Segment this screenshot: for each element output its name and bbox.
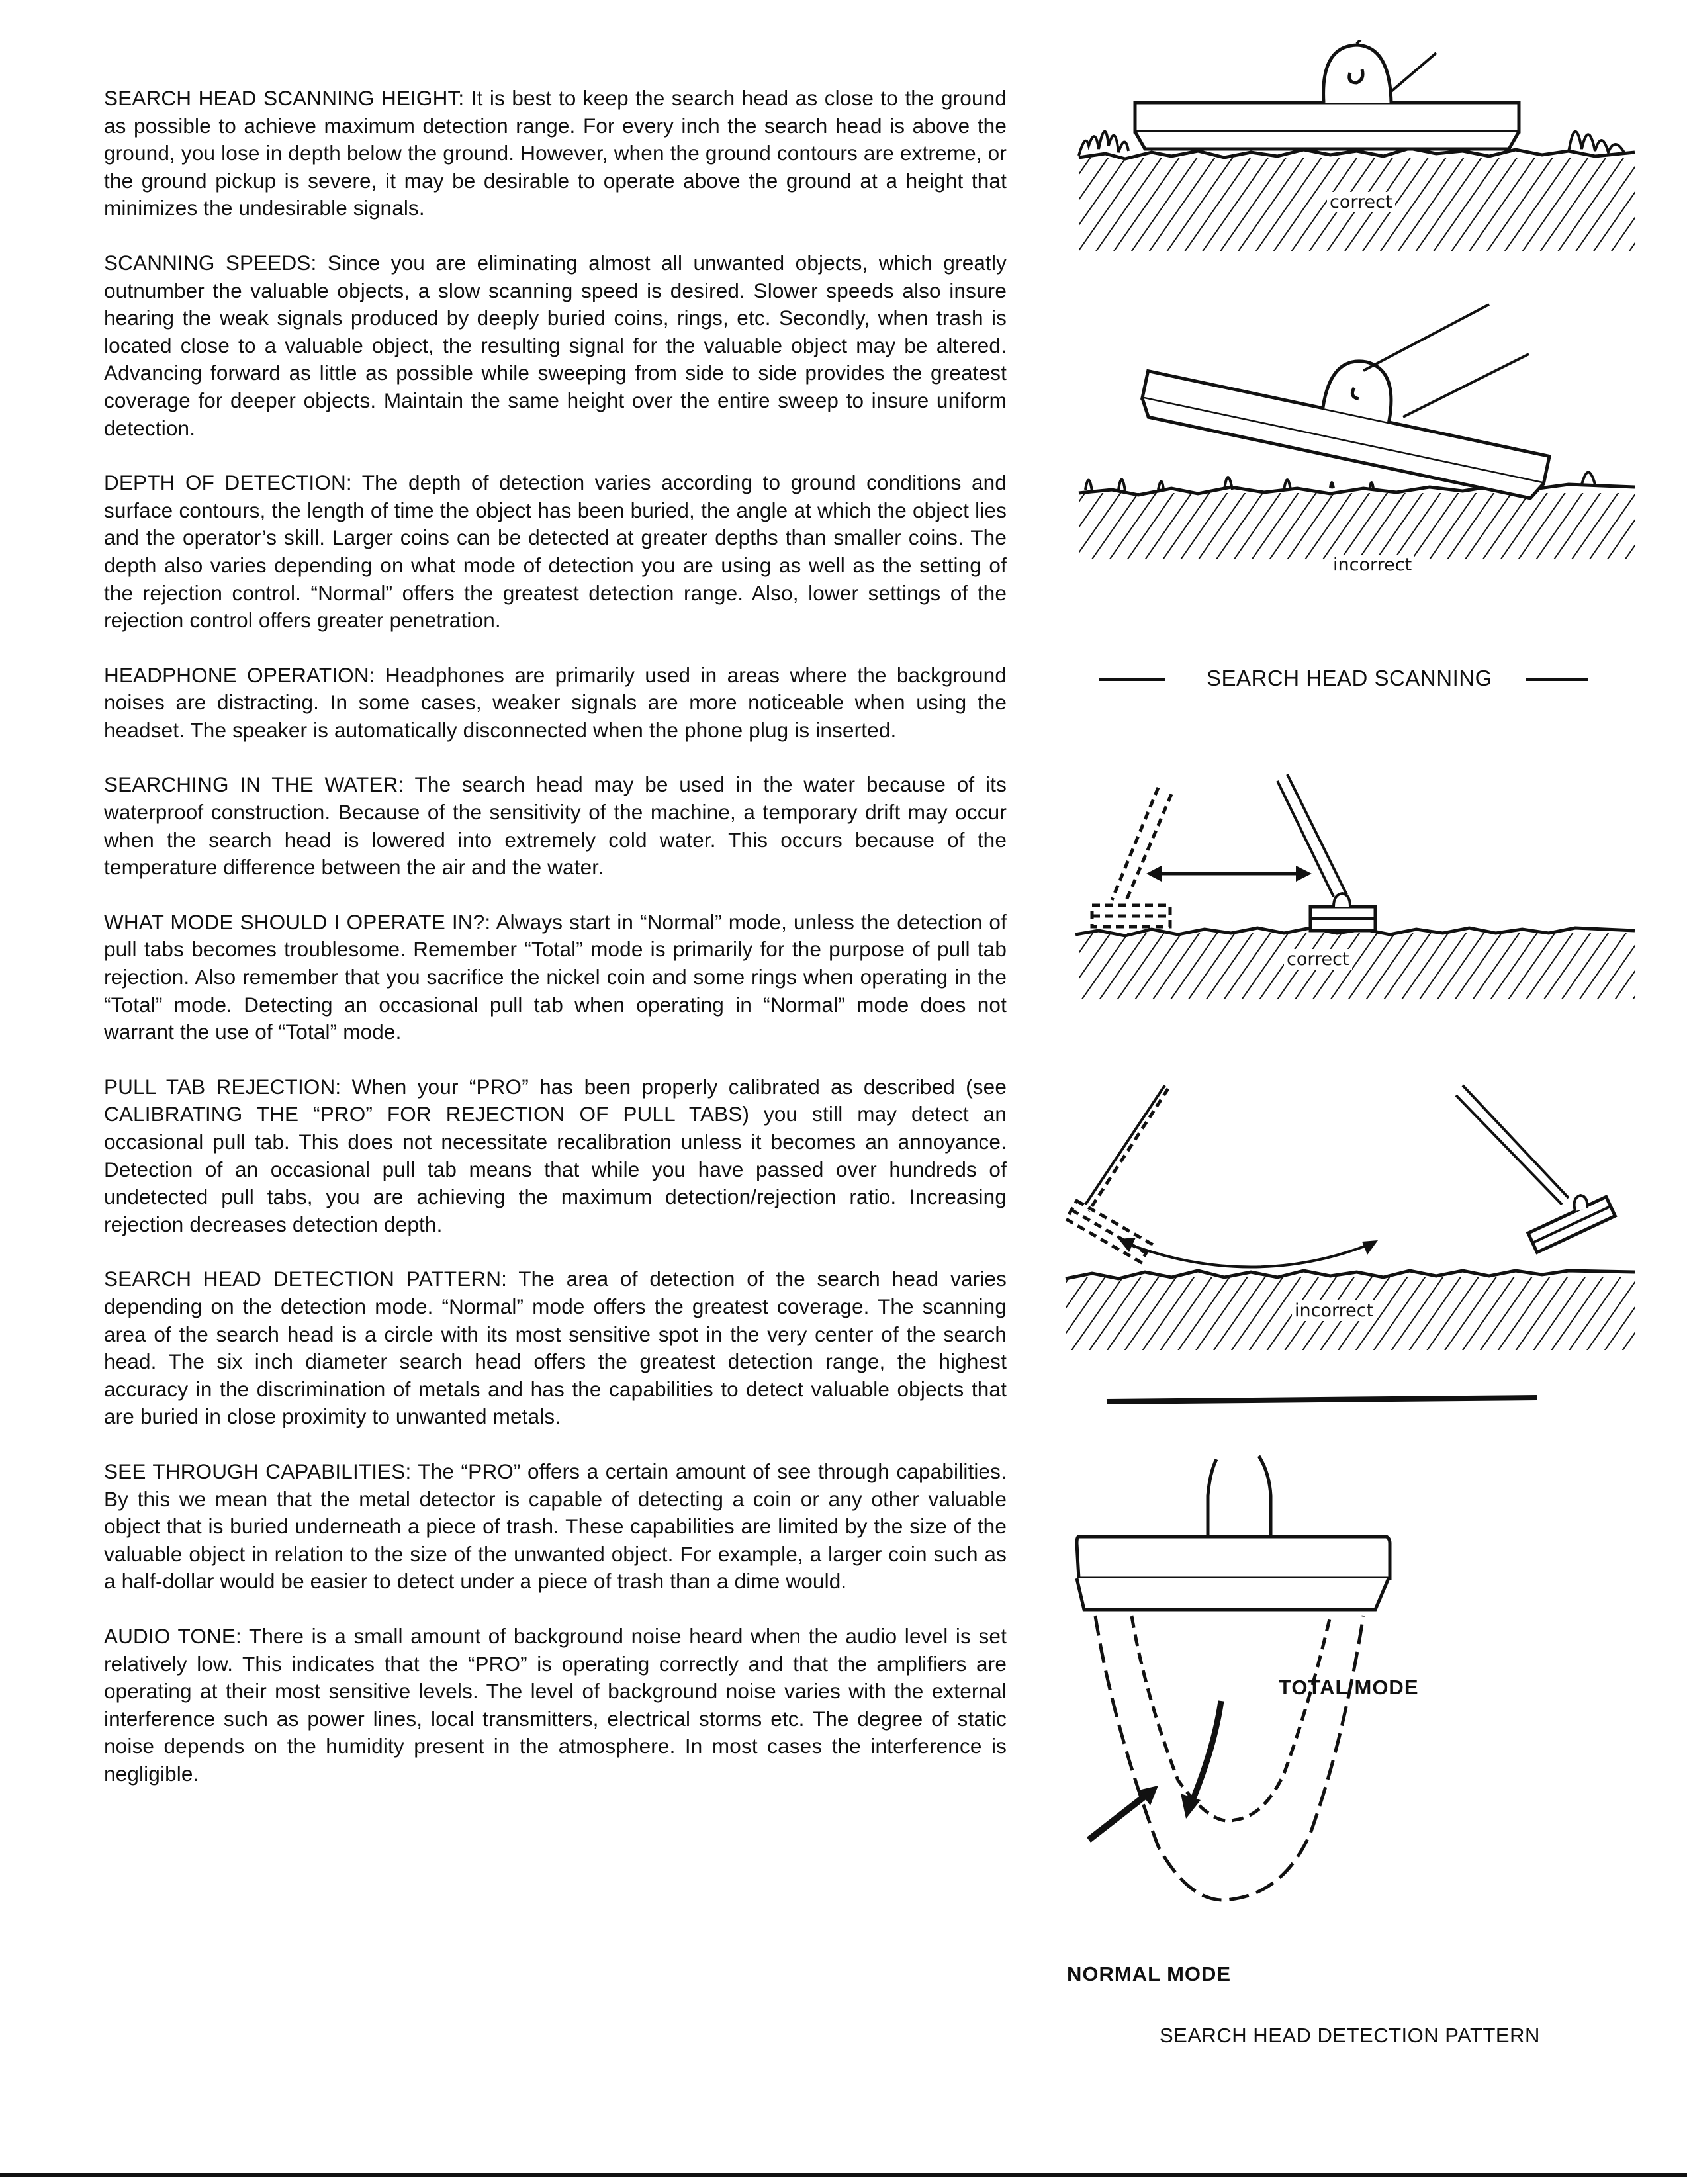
section-heading: HEADPHONE OPERATION:	[104, 662, 375, 687]
figure-scanning-height-correct	[1066, 40, 1648, 265]
section-heading: PULL TAB REJECTION:	[104, 1074, 342, 1099]
section-audio-tone	[104, 1623, 1007, 1788]
figure-detection-pattern	[1059, 1443, 1655, 2025]
section-depth-of-detection	[104, 469, 1007, 635]
section-scanning-height	[104, 85, 1007, 222]
section-what-mode	[104, 909, 1007, 1046]
section-heading: SEARCH HEAD DETECTION PATTERN:	[104, 1267, 508, 1291]
section-body: Since you are eliminating almost all unwanted objects, which greatly outnumber the valuable objects, a slow scanning speed is desired. Slower speeds also insure hearing the weak signals produced by deeply buried coins, rings, etc. Secondly, when trash is located close to a valuable object, the resulting signal for the valuable object may be altered. Advancing forward as little as possible while sweeping from side to side provides the greatest coverage for deeper objects. Maintain the same height over the entire sweep to insure uniform detection.	[104, 250, 1007, 440]
scanning-caption-rule-right	[1526, 678, 1588, 681]
section-heading: AUDIO TONE:	[104, 1623, 242, 1648]
incorrect-label: incorrect	[1330, 555, 1414, 575]
section-body: The search head may be used in the water because of its waterproof construction. Because of the sensitivity of the machine, a temporary drift may occur when the search head is lowered into extremely cold water. This occurs because of the temperature difference between the air and the water.	[104, 772, 1007, 880]
figure-sweep-correct	[1066, 768, 1648, 1006]
section-searching-in-water	[104, 771, 1007, 881]
section-heading: SCANNING SPEEDS:	[104, 250, 317, 275]
section-body: It is best to keep the search head as close to the ground as possible to achieve maximum detection range. For every inch the search head is above the ground, you lose in depth below the ground. However, when the ground contours are extreme, or the ground pickup is severe, it may be desirable to operate above the ground at a height that minimizes the undesirable signals.	[104, 86, 1007, 220]
figure-sweep-incorrect	[1052, 1072, 1648, 1416]
section-heading: DEPTH OF DETECTION:	[104, 471, 352, 495]
correct-label: correct	[1327, 192, 1395, 212]
section-body: Always start in “Normal” mode, unless the detection of pull tabs becomes troublesome. Remember “Total” mode is primarily for the purpose of pull tab rejection. Also remember that you sacrifice the nickel coin and some rings when operating in the “Total” mode. Detecting an occasional pull tab when operating in “Normal” mode does not warrant the use of “Total” mode.	[104, 909, 1007, 1044]
page-bottom-rule	[0, 2173, 1687, 2177]
section-body: The area of detection of the search head varies depending on the detection mode. “Normal” mode offers the greatest coverage. The scanning area of the search head is a circle with its most sensitive spot in the very center of the search head. The six inch diameter search head offers the greatest detection range, the highest accuracy in the discrimination of metals and has the capabilities to detect valuable objects that are buried in close proximity to unwanted metals.	[104, 1267, 1007, 1429]
detection-pattern-illustration	[1059, 1443, 1655, 2025]
normal-mode-label: NORMAL MODE	[1067, 1962, 1232, 1985]
level-sweep-illustration	[1066, 768, 1648, 1006]
section-pull-tab-rejection	[104, 1073, 1007, 1239]
section-body: The depth of detection varies according to ground conditions and surface contours, the length of time the object has been buried, the angle at which the object lies and the operator’s skill. Larger coins can be detected at greater depths than smaller coins. The depth also varies depending on what mode of detection you are using as well as the setting of the rejection control. “Normal” offers the greatest detection range. Also, lower settings of the rejection control offers greater penetration.	[104, 471, 1007, 633]
section-heading: WHAT MODE SHOULD I OPERATE IN?:	[104, 909, 491, 934]
section-heading: SEE THROUGH CAPABILITIES:	[104, 1459, 412, 1483]
section-scanning-speeds	[104, 250, 1007, 442]
text-column	[104, 85, 1007, 1815]
detection-pattern-caption: SEARCH HEAD DETECTION PATTERN	[1160, 2024, 1540, 2047]
figure-scanning-height-incorrect	[1066, 291, 1648, 622]
section-headphone-operation	[104, 662, 1007, 745]
section-body: The “PRO” offers a certain amount of see through capabilities. By this we mean that the metal detector is capable of detecting a coin or any other valuable object that is buried underneath a piece of trash. These capabilities are limited by the size of the valuable object in relation to the size of the unwanted object. For example, a larger coin such as a half-dollar would be easier to detect under a piece of trash than a dime would.	[104, 1459, 1007, 1594]
section-heading: SEARCHING IN THE WATER:	[104, 772, 404, 797]
scanning-caption: SEARCH HEAD SCANNING	[1207, 666, 1492, 690]
section-body: When your “PRO” has been properly calibrated as described (see CALIBRATING THE “PRO” FOR REJECTION OF PULL TABS) you still may detect an occasional pull tab. This does not necessitate recalibration unless it becomes an annoyance. Detection of an occasional pull tab means that while you have passed over hundreds of undetected pull tabs, you are achieving the maximum detection/rejection ratio. Increasing rejection decreases detection depth.	[104, 1074, 1007, 1236]
search-head-level-illustration	[1066, 40, 1648, 265]
section-heading: SEARCH HEAD SCANNING HEIGHT:	[104, 86, 465, 110]
correct-label: correct	[1284, 949, 1352, 970]
total-mode-label: TOTAL MODE	[1279, 1676, 1419, 1699]
section-detection-pattern	[104, 1265, 1007, 1431]
arc-sweep-illustration	[1052, 1072, 1648, 1416]
section-see-through	[104, 1458, 1007, 1596]
section-body: Headphones are primarily used in areas where the background noises are distracting. In some cases, weaker signals are more noticeable when using the headset. The speaker is automatically disconnected when the phone plug is inserted.	[104, 662, 1007, 742]
scanning-caption-rule-left	[1099, 678, 1165, 681]
incorrect-label: incorrect	[1292, 1300, 1376, 1321]
section-body: There is a small amount of background noise heard when the audio level is set relatively low. This indicates that the “PRO” is operating correctly and that the amplifiers are operating at their most sensitive levels. The level of background noise varies with the external interference such as power lines, local transmitters, electrical storms etc. The degree of static noise depends on the humidity present in the atmosphere. In most cases the interference is negligible.	[104, 1623, 1007, 1786]
